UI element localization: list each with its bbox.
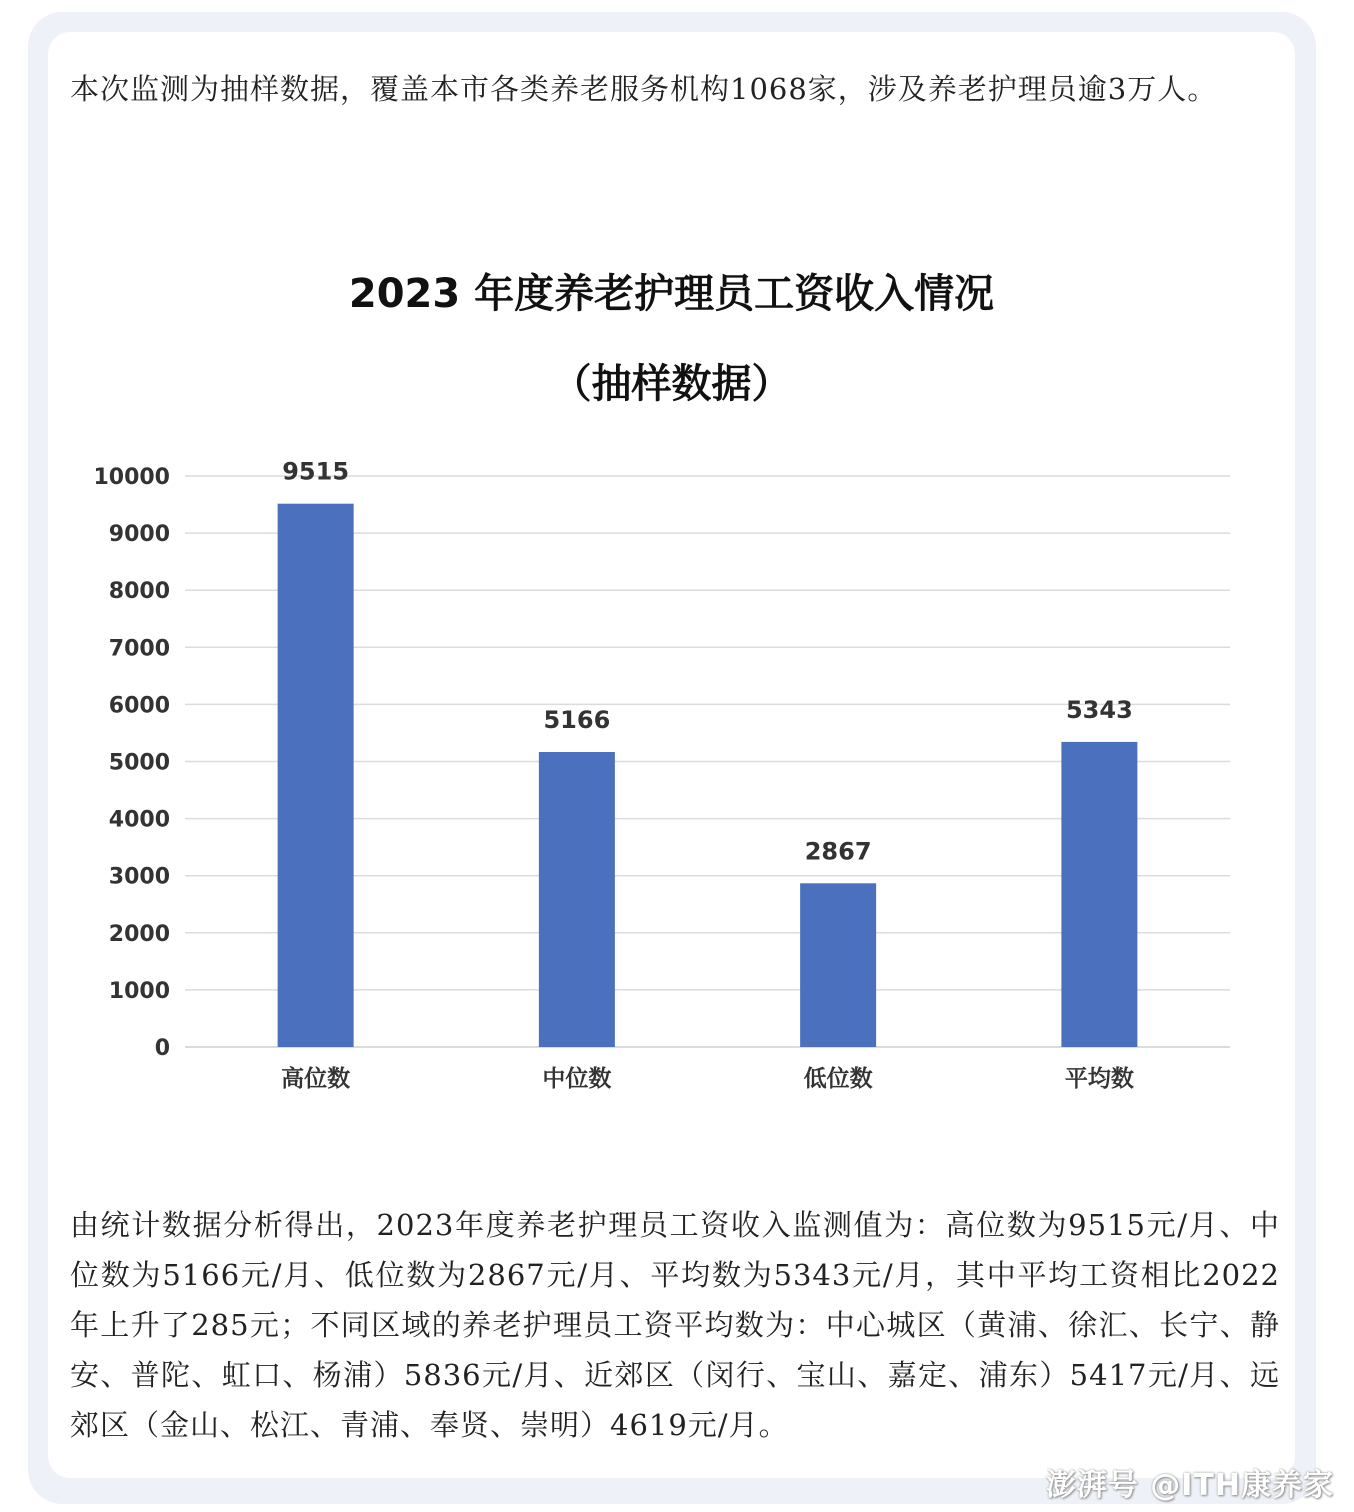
y-tick-label: 3000 (108, 864, 170, 890)
data-label: 5166 (543, 706, 611, 735)
y-tick-label: 5000 (108, 750, 170, 776)
y-tick-label: 1000 (108, 978, 170, 1004)
y-tick-label: 2000 (108, 921, 170, 947)
y-tick-label: 0 (154, 1036, 170, 1061)
y-tick-label: 8000 (108, 579, 170, 605)
watermark: 澎湃号 @ITH康养家 (1045, 1468, 1334, 1503)
x-category-label: 中位数 (542, 1066, 612, 1092)
y-tick-label: 7000 (108, 636, 170, 662)
x-category-label: 低位数 (803, 1066, 873, 1092)
y-tick-label: 10000 (93, 465, 170, 490)
x-category-label: 平均数 (1064, 1066, 1134, 1092)
chart-subtitle: （抽样数据） (551, 361, 792, 407)
data-label: 9515 (282, 457, 350, 486)
bar (278, 504, 354, 1047)
y-tick-label: 9000 (108, 522, 170, 548)
x-category-label: 高位数 (281, 1066, 351, 1092)
bar (1061, 742, 1137, 1047)
bar (800, 883, 876, 1047)
y-tick-label: 4000 (108, 807, 170, 833)
data-label: 5343 (1065, 695, 1133, 724)
bar (539, 752, 615, 1047)
intro-paragraph: 本次监测为抽样数据，覆盖本市各类养老服务机构1068家，涉及养老护理员逾3万人。 (70, 72, 1218, 106)
summary-paragraph: 由统计数据分析得出，2023年度养老护理员工资收入监测值为：高位数为9515元/月、中位数为5166元/月、低位数为2867元/月、平均数为5343元/月，其中平均工资相比2022年上升了285元；不同区域的养老护理员工资平均数为：中心城区（黄浦、徐汇、长宁、静安、普陀、虹口、杨浦）5836元/月、近郊区（闵行、宝山、嘉定、浦东）5417元/月、远郊区（金山、松江、青浦、奉贤、崇明）4619元/月。 (70, 1208, 1280, 1442)
data-label: 2867 (804, 837, 872, 866)
chart-title: 2023 年度养老护理员工资收入情况 (348, 271, 995, 317)
y-tick-label: 6000 (108, 693, 170, 719)
